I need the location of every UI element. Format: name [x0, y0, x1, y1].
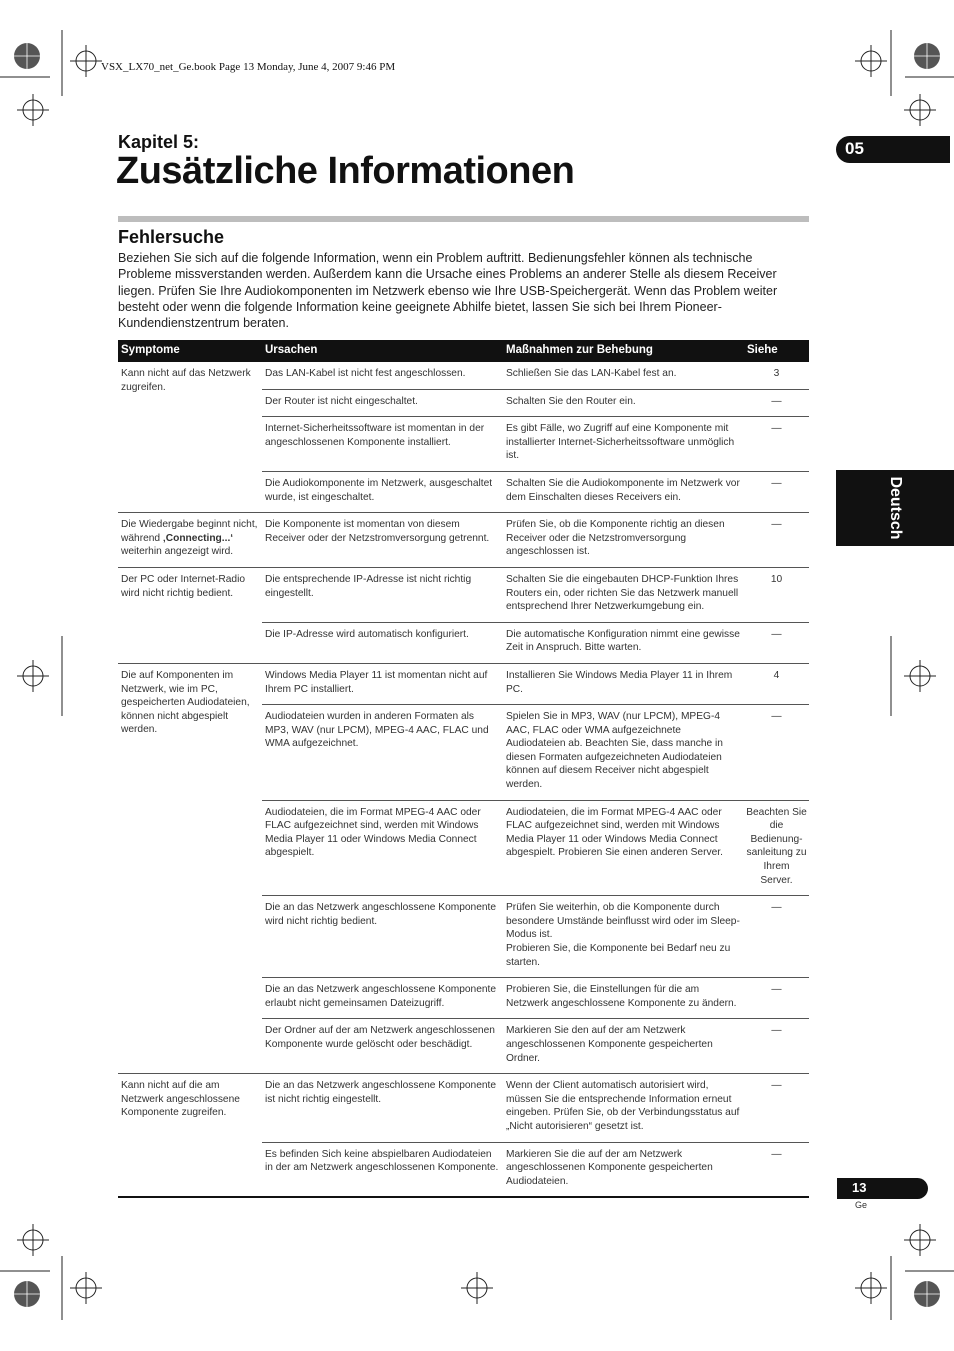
action-cell: Schließen Sie das LAN-Kabel fest an. — [506, 368, 677, 379]
cause-cell: Der Ordner auf der am Netzwerk angeschlossenen Komponente wurde gelöscht oder beschädigt. — [262, 1019, 503, 1074]
action-cell: Installieren Sie Windows Media Player 11 in Ihrem PC. — [503, 663, 744, 704]
table-row — [118, 567, 809, 622]
chapter-label: Kapitel 5: — [118, 132, 200, 152]
cause-cell: Die Audiokomponente im Netzwerk, ausgeschaltet wurde, ist eingeschaltet. — [262, 471, 503, 512]
action-cell: Schalten Sie die Audiokomponente im Netzwerk vor dem Einschalten dieses Receivers ein. — [503, 471, 744, 512]
ref-cell: 3 — [773, 368, 780, 379]
chapter-number: 05 — [845, 139, 864, 158]
cause-cell: Die entsprechende IP-Adresse ist nicht richtig eingestellt. — [262, 567, 503, 622]
ref-cell: 4 — [744, 663, 809, 704]
ref-cell: — — [744, 978, 809, 1019]
chapter-number-tab — [836, 136, 950, 163]
cause-cell: Die Komponente ist momentan von diesem Receiver oder der Netzstromversorgung getrennt. — [262, 513, 503, 568]
action-text: Prüfen Sie weiterhin, ob die Komponente durch besondere Umstände beinflusst wird oder im Sleep-Modus ist. Probieren Sie, die Komponente bei Bedarf neu zu starten. — [506, 902, 740, 968]
ref-cell: — — [744, 1019, 809, 1074]
ref-cell: — — [744, 622, 809, 663]
symptom-cell: Kann nicht auf die am Netzwerk angeschlossene Komponente zugreifen. — [118, 1074, 262, 1198]
page-number: 13 — [852, 1180, 867, 1195]
print-header-line: VSX_LX70_net_Ge.book Page 13 Monday, June 4, 2007 9:46 PM — [101, 61, 396, 73]
chapter-title: Zusätzliche Informationen — [116, 150, 575, 192]
symptom-display-message: ‚Connecting...‘ — [162, 532, 234, 544]
action-cell: Probieren Sie, die Einstellungen für die am Netzwerk angeschlossene Komponente zu ändern. — [503, 978, 744, 1019]
cause-cell: Internet-Sicherheitssoftware ist momentan in der angeschlossenen Komponente installiert. — [262, 417, 503, 472]
action-cell: Markieren Sie die auf der am Netzwerk angeschlossenen Komponente gespeicherten Audiodateien. — [503, 1142, 744, 1197]
section-intro: Beziehen Sie sich auf die folgende Information, wenn ein Problem auftritt. Bedienungsfehler können als technische Probleme missverstanden werden. Außerdem kann die Ursache eines Problems an anderer Stelle als diesem Receiver liegen. Prüfen Sie Ihre Audiokomponenten im Netzwerk ebenso wie Ihre USB-Speichergerät. Wenn das Problem weiter besteht oder wenn die folgende Information keine geeignete Abhilfe bietet, lassen Sie sich bei Ihrem Pioneer-Kundendienstzentrum beraten. — [118, 251, 778, 331]
table-row — [118, 362, 809, 389]
ref-cell: — — [744, 513, 809, 568]
header-symptom: Symptome — [118, 340, 262, 362]
table-row — [118, 513, 809, 568]
cause-cell: Der Router ist nicht eingeschaltet. — [262, 389, 503, 417]
table-row — [118, 1074, 809, 1142]
ref-cell: 10 — [744, 567, 809, 622]
cause-cell: Audiodateien, die im Format MPEG-4 AAC oder FLAC aufgezeichnet sind, werden mit Windows Media Player 11 oder Windows Media Connect abgespielt. — [262, 800, 503, 896]
symptom-cell: Der PC oder Internet-Radio wird nicht richtig bedient. — [118, 567, 262, 663]
cause-cell: Die an das Netzwerk angeschlossene Komponente erlaubt nicht gemeinsamen Dateizugriff. — [262, 978, 503, 1019]
action-cell: Die automatische Konfiguration nimmt eine gewisse Zeit in Anspruch. Bitte warten. — [503, 622, 744, 663]
action-cell: Schalten Sie den Router ein. — [503, 389, 744, 417]
table-row — [118, 663, 809, 704]
action-cell: Spielen Sie in MP3, WAV (nur LPCM), MPEG-4 AAC, FLAC oder WMA aufgezeichnete Audiodateien ab. Beachten Sie, dass manche in diesen Formaten aufgezeichneten Audiodateien können auf diesem Receiver nicht abgespielt werden. — [503, 705, 744, 801]
cause-cell: Das LAN-Kabel ist nicht fest angeschlossen. — [265, 368, 466, 379]
troubleshooting-table — [118, 340, 809, 1198]
ref-cell: — — [744, 471, 809, 512]
ref-cell: Beachten Sie die Bedienung-sanleitung zu Ihrem Server. — [744, 800, 809, 896]
language-label: Deutsch — [887, 476, 904, 540]
section-divider — [118, 216, 809, 222]
action-cell: Schalten Sie die eingebauten DHCP-Funktion Ihres Routers ein, oder richten Sie das Netzwerk manuell entsprechend Ihrer Netzwerkumgebung ein. — [503, 567, 744, 622]
language-side-tab — [836, 470, 954, 546]
action-cell: Prüfen Sie, ob die Komponente richtig an diesen Receiver oder die Netzstromversorgung angeschlossen ist. — [503, 513, 744, 568]
ref-cell: — — [744, 896, 809, 978]
page-number-tab — [837, 1178, 928, 1199]
cause-cell: Die an das Netzwerk angeschlossene Komponente wird nicht richtig bedient. — [262, 896, 503, 978]
ref-cell: — — [744, 389, 809, 417]
cause-cell: Windows Media Player 11 ist momentan nicht auf Ihrem PC installiert. — [262, 663, 503, 704]
symptom-text-end: weiterhin angezeigt wird. — [121, 546, 234, 558]
header-ref: Siehe — [744, 340, 809, 362]
header-cause: Ursachen — [262, 340, 503, 362]
action-cell: Wenn der Client automatisch autorisiert wird, müssen Sie die entsprechende Information erneut eingeben. Prüfen Sie, ob der Verbindungsstatus auf „Nicht autorisieren“ gesetzt ist. — [503, 1074, 744, 1142]
header-action: Maßnahmen zur Behebung — [503, 340, 744, 362]
cause-cell: Die IP-Adresse wird automatisch konfiguriert. — [262, 622, 503, 663]
action-cell: Audiodateien, die im Format MPEG-4 AAC oder FLAC aufgezeichnet sind, werden mit Windows Media Player 11 oder Windows Media Connect abgespielt. Probieren Sie einen anderen Server. — [503, 800, 744, 896]
ref-cell: — — [744, 1074, 809, 1142]
symptom-cell — [118, 513, 262, 568]
symptom-cell: Die auf Komponenten im Netzwerk, wie im PC, gespeicherten Audiodateien, können nicht abgespielt werden. — [118, 663, 262, 1073]
language-code: Ge — [855, 1200, 868, 1210]
cause-cell: Es befinden Sich keine abspielbaren Audiodateien in der am Netzwerk angeschlossenen Komponente. — [262, 1142, 503, 1197]
action-cell: Es gibt Fälle, wo Zugriff auf eine Komponente mit installierter Internet-Sicherheitssoftware unmöglich ist. — [503, 417, 744, 472]
table-header-row — [118, 340, 809, 362]
section-heading: Fehlersuche — [118, 227, 225, 247]
cause-cell: Die an das Netzwerk angeschlossene Komponente ist nicht richtig eingestellt. — [262, 1074, 503, 1142]
symptom-cell: Kann nicht auf das Netzwerk zugreifen. — [121, 368, 251, 393]
action-cell — [503, 896, 744, 978]
ref-cell: — — [744, 705, 809, 801]
action-cell: Markieren Sie den auf der am Netzwerk angeschlossenen Komponente gespeicherten Ordner. — [503, 1019, 744, 1074]
symptom-text: Die Wiedergabe beginnt nicht, während — [121, 519, 258, 544]
ref-cell: — — [744, 417, 809, 472]
cause-cell: Audiodateien wurden in anderen Formaten als MP3, WAV (nur LPCM), MPEG-4 AAC, FLAC und WMA aufgezeichnet. — [262, 705, 503, 801]
ref-cell: — — [744, 1142, 809, 1197]
